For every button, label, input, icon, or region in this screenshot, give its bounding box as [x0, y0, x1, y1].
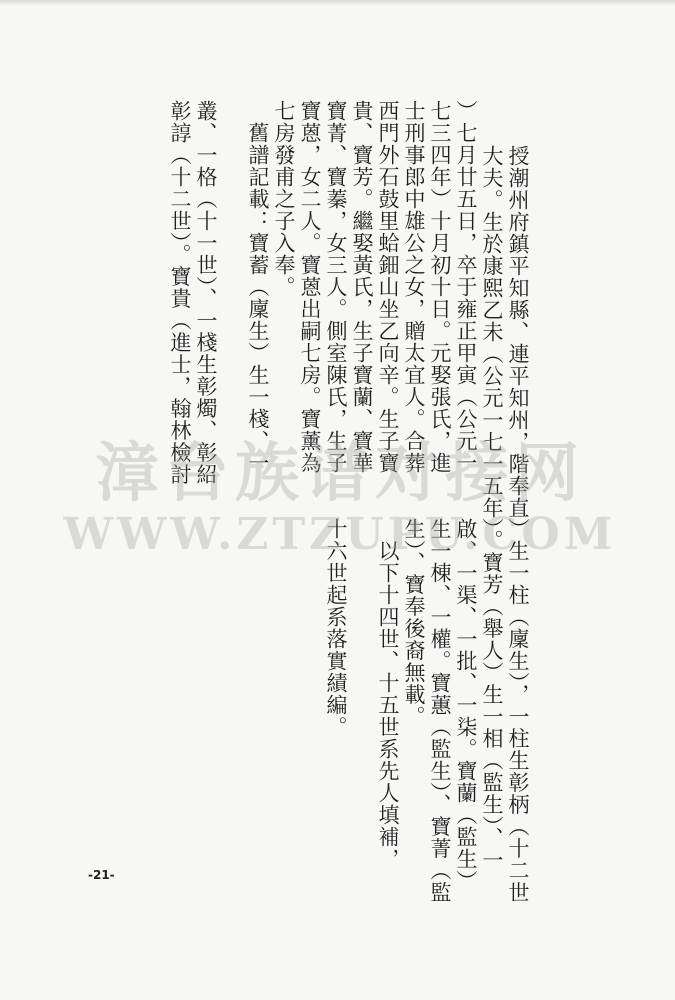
lower-text-column-3: 啟、一渠、一批、一柒。寶蘭（監生）	[454, 518, 478, 892]
watermark-title: 漳台族谱对接网	[95, 437, 585, 511]
lower-text-column-4: 生一棟、一權。寶蕙（監生）、寶菁（監	[428, 518, 452, 904]
upper-text-column-3: ）七月廿五日，卒于雍正甲寅（公元一	[454, 100, 478, 474]
upper-text-column-4: 七三四年）十月初十日。元娶張氏，進	[428, 100, 452, 474]
upper-text-column-9: 寶蒽，女二人。寶蒽出嗣七房。寶薰為	[298, 100, 322, 474]
upper-text-column-8: 寶菁、寶蓁，女三人。側室陳氏，生子	[324, 100, 348, 474]
lower-text-column-1: ）生一柱（廩生），一柱生彰柄（十二世	[506, 518, 530, 904]
scan-edge	[0, 0, 675, 6]
lower-text-column-2: ）。寶芳（舉人）生一相（監生）、一	[480, 518, 504, 871]
upper-text-column-1: 授潮州府鎮平知縣、連平知州，階奉直	[506, 145, 530, 519]
upper-text-column-6: 西門外石鼓里蛤鈿山坐乙向辛。生子寶	[376, 100, 400, 474]
watermark-url: WWW.ZTZUPU.COM	[63, 509, 617, 560]
upper-text-column-7: 貴、寶芳。繼娶黃氏，生子寶蘭、寶華	[350, 100, 374, 474]
lower-text-column-7: 十六世起系落實績編。	[324, 518, 348, 738]
upper-text-column-2: 大夫。生於康熙乙未（公元一七一五年	[480, 145, 504, 519]
lower-text-column-5: 生）、寶奉後裔無載。	[402, 518, 426, 728]
upper-text-column-13: 彰諄（十二世）。寶貴（進士，翰林檢討	[168, 100, 192, 486]
lower-text-column-6: 以下十四世、十五世系先人填補，	[376, 518, 400, 870]
upper-text-column-10: 七房發甫之子入奉。	[272, 100, 296, 298]
page-number: -21-	[88, 868, 115, 882]
upper-text-column-12: 叢、一格（十一世）、一棧生彰燭、彰紹	[194, 100, 218, 486]
upper-text-column-5: 士刑事郎中雄公之女，贈太宜人。合葬	[402, 100, 426, 474]
upper-text-column-11: 舊譜記載：寶蓄（廩生）生一棧、一	[246, 100, 270, 474]
